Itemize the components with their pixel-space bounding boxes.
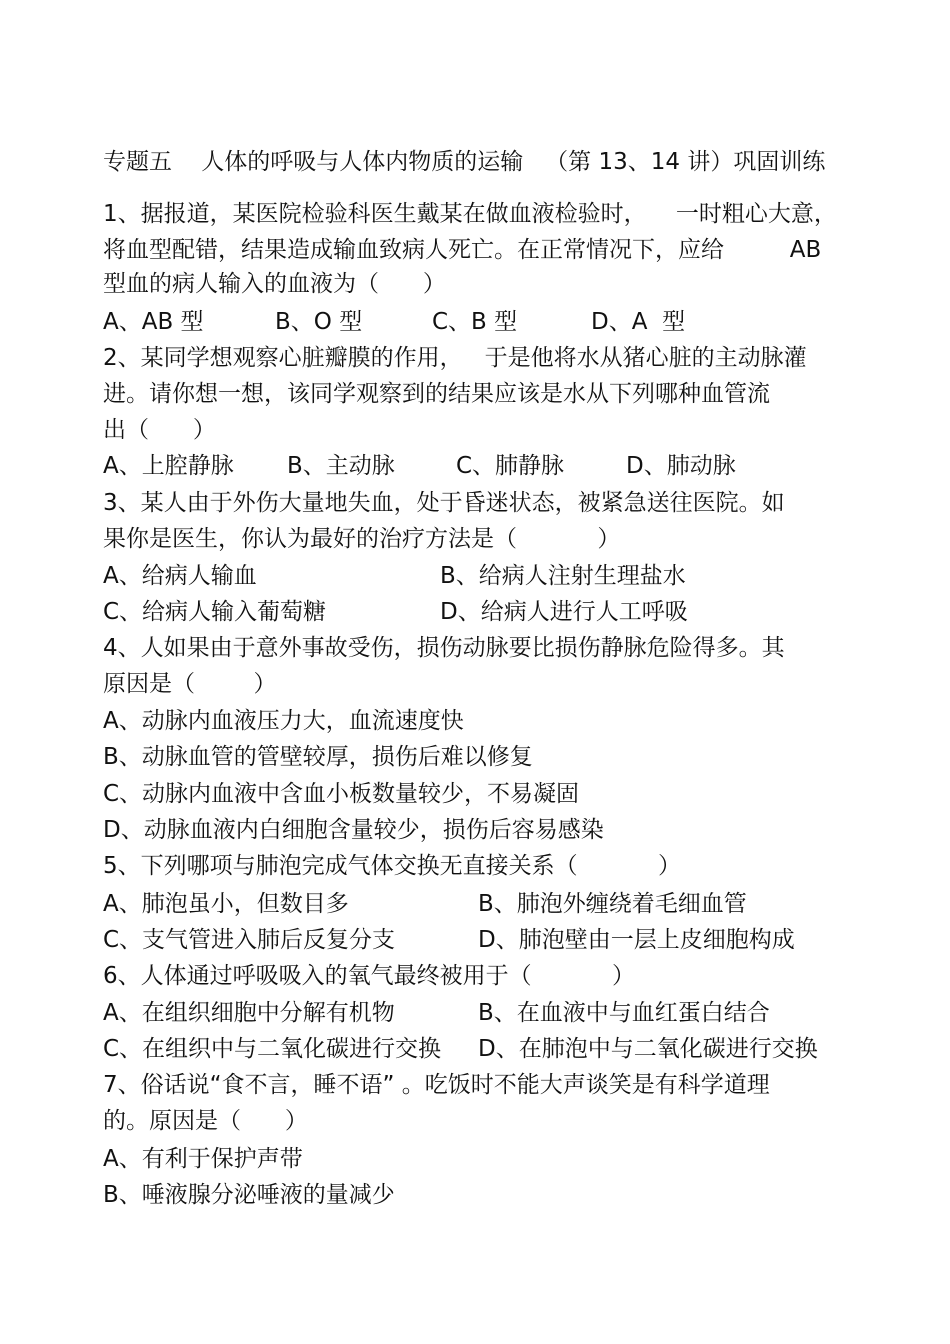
question-4-option-a: A、动脉内血液压力大，血流速度快 xyxy=(103,708,464,734)
question-1-option-c: C、B 型 xyxy=(432,309,518,335)
question-5-option-c: C、支气管进入肺后反复分支 xyxy=(103,927,396,953)
question-6-option-c: C、在组织中与二氧化碳进行交换 xyxy=(103,1036,442,1062)
question-5-option-a: A、肺泡虽小，但数目多 xyxy=(103,891,349,917)
question-2-stem-line-3: 出（ ） xyxy=(103,417,216,443)
question-2-option-c: C、肺静脉 xyxy=(456,453,565,479)
question-4-option-b: B、动脉血管的管壁较厚，损伤后难以修复 xyxy=(103,744,533,770)
question-2-option-b: B、主动脉 xyxy=(287,453,395,479)
question-3-stem-line-2: 果你是医生，你认为最好的治疗方法是（ ） xyxy=(103,526,621,552)
question-6-stem: 6、人体通过呼吸吸入的氧气最终被用于（ ） xyxy=(103,963,636,989)
question-1-stem-line-1: 1、据报道，某医院检验科医生戴某在做血液检验时， 一时粗心大意， xyxy=(103,201,837,227)
question-4-stem-line-2: 原因是（ ） xyxy=(103,671,277,697)
question-3-option-b: B、给病人注射生理盐水 xyxy=(440,563,686,589)
question-6-option-b: B、在血液中与血红蛋白结合 xyxy=(478,1000,770,1026)
question-2-option-a: A、上腔静脉 xyxy=(103,453,234,479)
question-7-stem-line-2: 的。原因是（ ） xyxy=(103,1108,308,1134)
question-5-option-b: B、肺泡外缠绕着毛细血管 xyxy=(478,891,747,917)
question-5-stem: 5、下列哪项与肺泡完成气体交换无直接关系（ ） xyxy=(103,853,682,879)
question-4-option-d: D、动脉血液内白细胞含量较少，损伤后容易感染 xyxy=(103,817,604,843)
question-7-stem-line-1: 7、俗话说“食不言，睡不语” 。吃饭时不能大声谈笑是有科学道理 xyxy=(103,1072,770,1098)
question-1-option-d: D、A 型 xyxy=(591,309,686,335)
question-6-option-a: A、在组织细胞中分解有机物 xyxy=(103,1000,395,1026)
question-3-option-a: A、给病人输血 xyxy=(103,563,257,589)
question-3-option-d: D、给病人进行人工呼吸 xyxy=(440,599,688,625)
question-4-stem-line-1: 4、人如果由于意外事故受伤，损伤动脉要比损伤静脉危险得多。其 xyxy=(103,635,785,661)
question-3-stem-line-1: 3、某人由于外伤大量地失血，处于昏迷状态，被紧急送往医院。如 xyxy=(103,490,785,516)
question-7-option-a: A、有利于保护声带 xyxy=(103,1146,303,1172)
question-2-option-d: D、肺动脉 xyxy=(626,453,736,479)
question-1-option-a: A、AB 型 xyxy=(103,309,204,335)
question-1-stem-line-2: 将血型配错，结果造成输血致病人死亡。在正常情况下，应给 AB xyxy=(103,237,822,263)
question-2-stem-line-2: 进。请你想一想，该同学观察到的结果应该是水从下列哪种血管流 xyxy=(103,381,770,407)
question-1-stem-line-3: 型血的病人输入的血液为（ ） xyxy=(103,271,446,297)
question-7-option-b: B、唾液腺分泌唾液的量减少 xyxy=(103,1182,395,1208)
question-5-option-d: D、肺泡壁由一层上皮细胞构成 xyxy=(478,927,795,953)
question-2-stem-line-1: 2、某同学想观察心脏瓣膜的作用， 于是他将水从猪心脏的主动脉灌 xyxy=(103,345,807,371)
question-4-option-c: C、动脉内血液中含血小板数量较少，不易凝固 xyxy=(103,781,580,807)
question-6-option-d: D、在肺泡中与二氧化碳进行交换 xyxy=(478,1036,818,1062)
question-3-option-c: C、给病人输入葡萄糖 xyxy=(103,599,327,625)
page-title: 专题五 人体的呼吸与人体内物质的运输 （第 13、14 讲）巩固训练 xyxy=(103,149,826,175)
question-1-option-b: B、O 型 xyxy=(275,309,363,335)
